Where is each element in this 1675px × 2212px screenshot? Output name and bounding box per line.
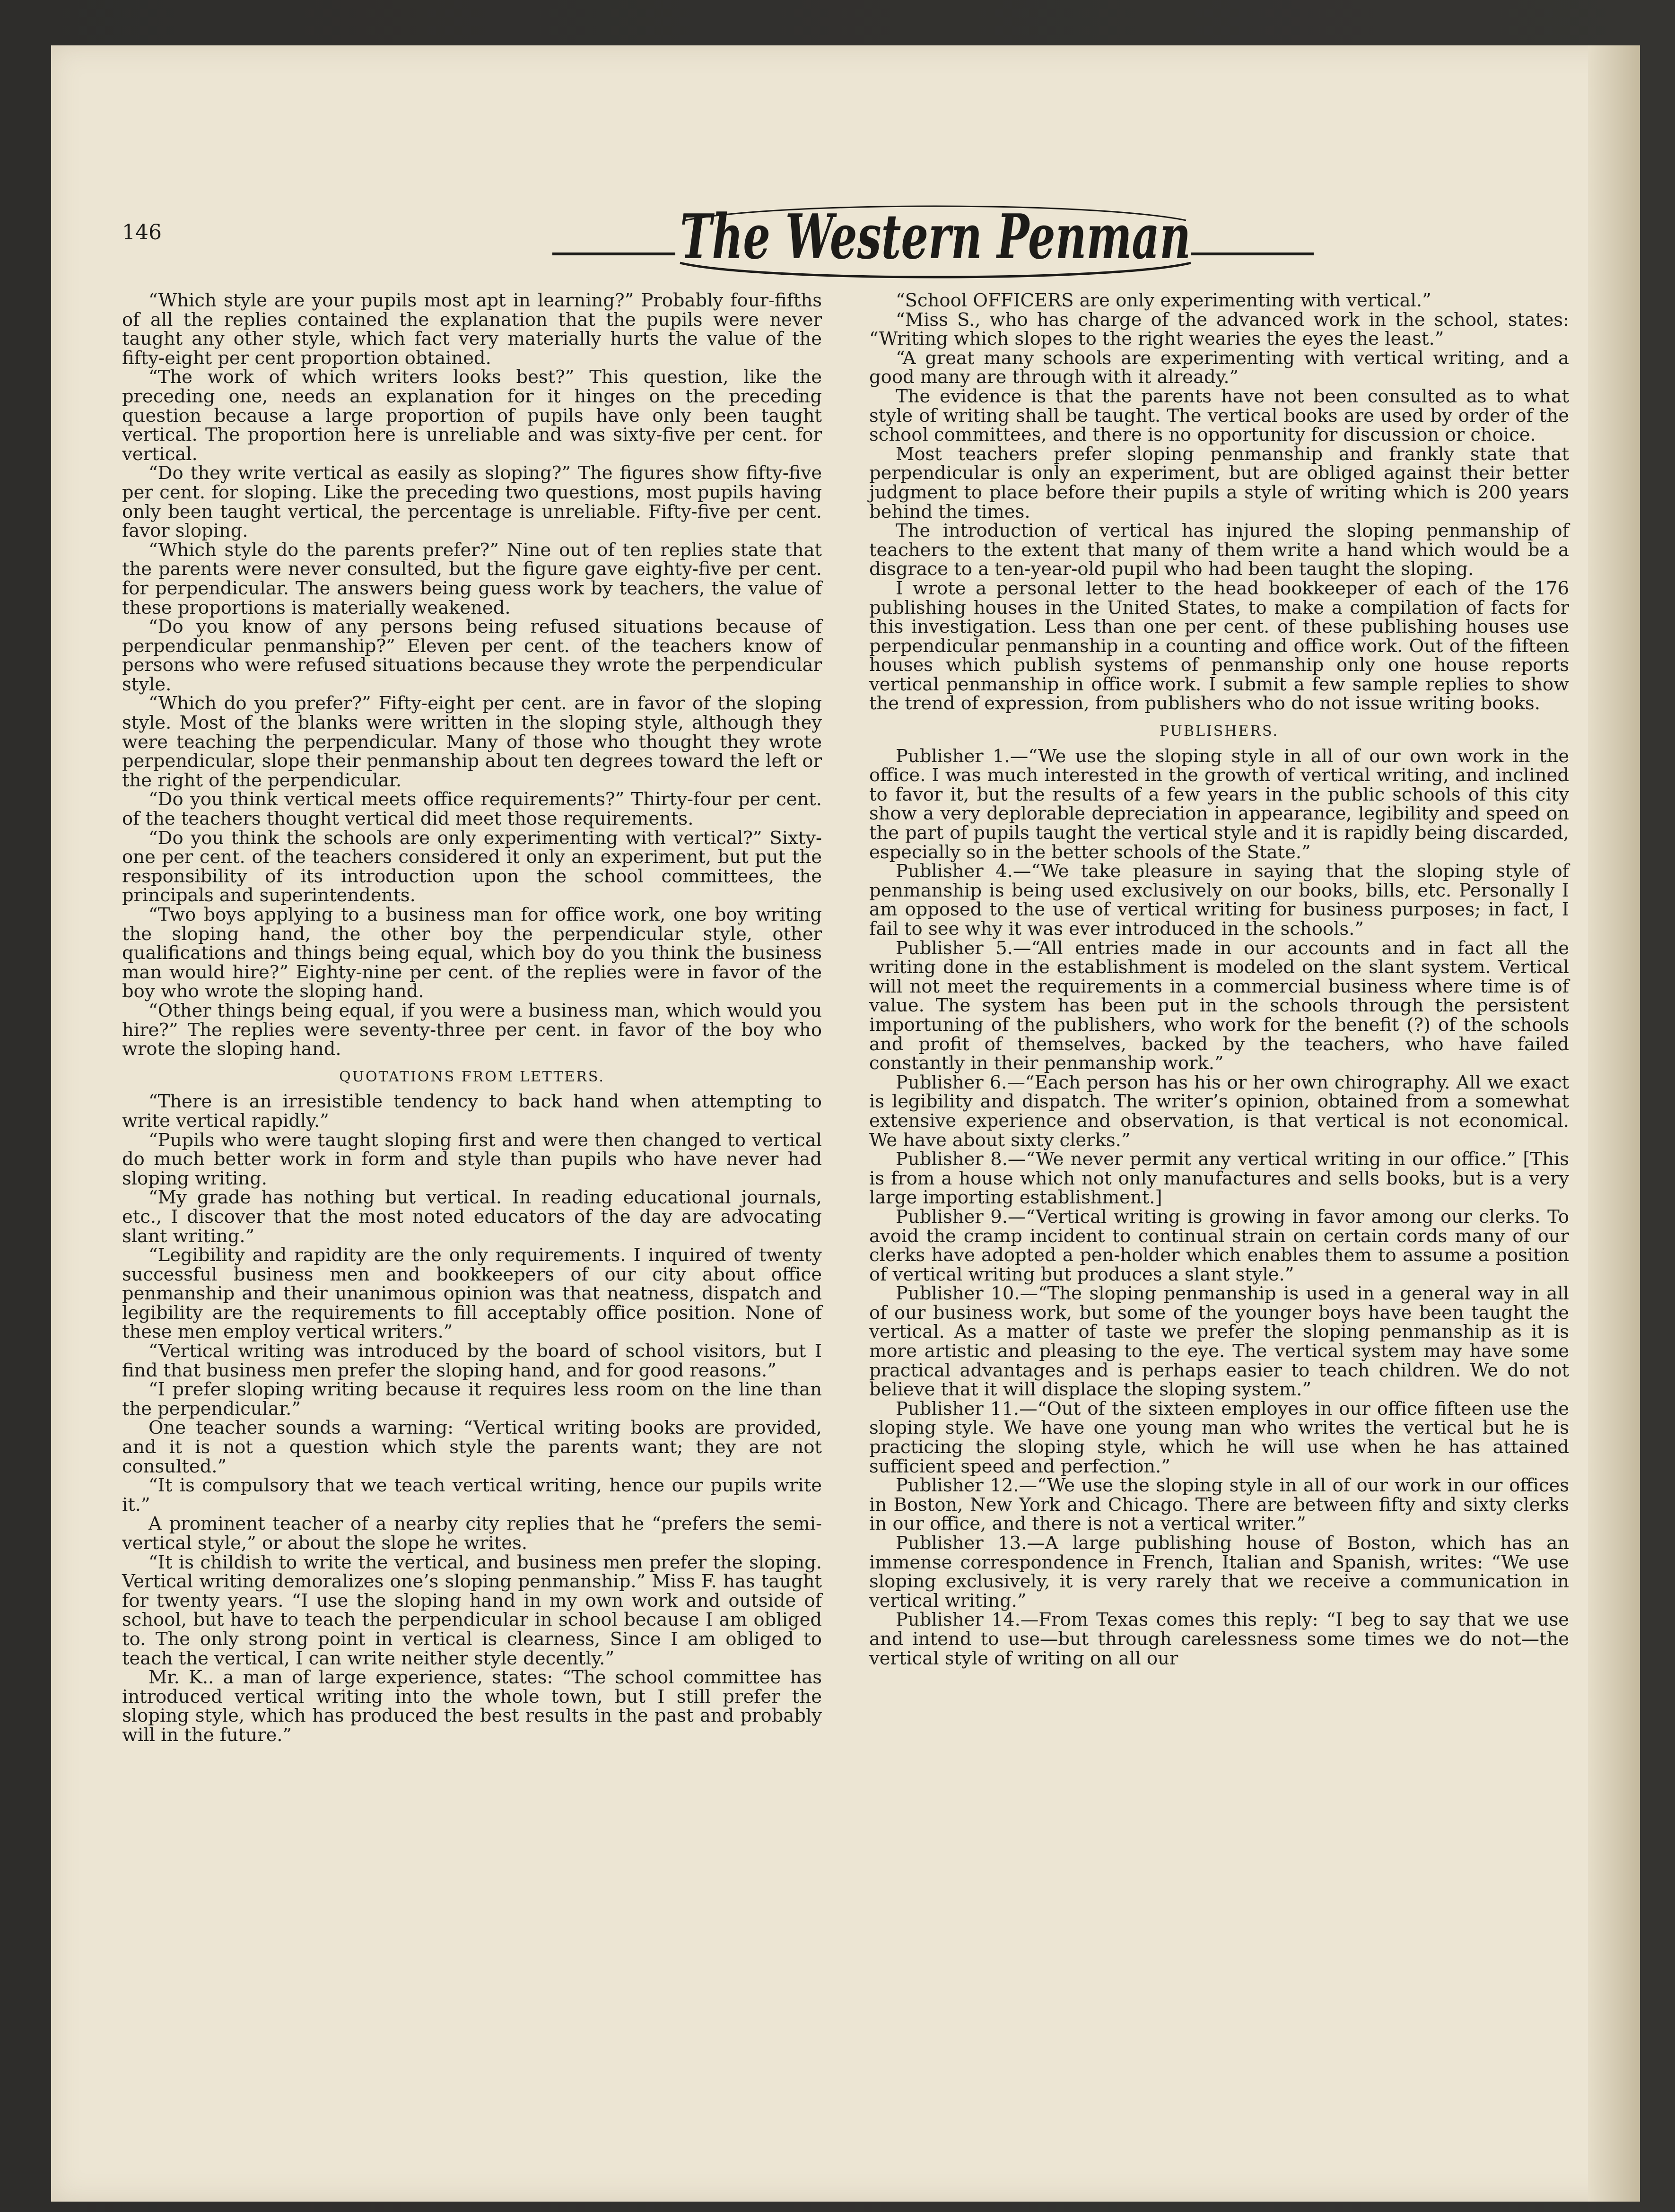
quotation: One teacher sounds a warning: “Vertical writing books are provided, and it is not a question which style the parents want; they are not consulted.” (122, 1417, 822, 1477)
paragraph: “Do you know of any persons being refused situations because of perpendicular penmanship?” Eleven per cent. of the teachers know of persons who were refused situations because they wrote the perpendicular style. (122, 616, 822, 695)
masthead-rule-right (1191, 253, 1314, 255)
paragraph: “Do they write vertical as easily as sloping?” The figures show fifty-five per cent. for sloping. Like the preceding two questions, most pupils having only been taught vertical, the percentage is unreliable. Fifty-five per cent. favor sloping. (122, 462, 822, 542)
quotation: “There is an irresistible tendency to back hand when attempting to write vertical rapidly.” (122, 1091, 822, 1132)
quotation: “It is childish to write the vertical, and business men prefer the sloping. Vertical writing demoralizes one’s sloping penmanship.” Miss F. has taught for twenty years. “I use the sloping hand in my own work and outside of school, but have to teach the perpendicular in school because I am obliged to. The only strong point in vertical is clearness, Since I am obliged to teach the vertical, I can write neither style decently.” (122, 1551, 822, 1669)
paragraph: “Do you think vertical meets office requirements?” Thirty-four per cent. of the teachers thought vertical did meet those requirements. (122, 789, 822, 830)
right-column (869, 291, 1569, 1668)
paragraph: “School OFFICERS are only experimenting with vertical.” (896, 290, 1431, 311)
publisher-reply: Publisher 5.—“All entries made in our accounts and in fact all the writing done in the establishment is modeled on the slant system. Vertical will not meet the requirements in a commercial business where time is of value. The system has been put in the schools through the persistent importuning of the publishers, who work for the benefit (?) of the schools and profit of themselves, backed by the teachers, who have failed constantly in their penmanship work.” (869, 937, 1569, 1074)
paragraph: Most teachers prefer sloping penmanship and frankly state that perpendicular is only an experiment, but are obliged against their better judgment to place before their pupils a style of writing which is 200 years behind the times. (869, 443, 1569, 523)
quotation: “Pupils who were taught sloping first and were then changed to vertical do much better work in form and style than pupils who have never had sloping writing. (122, 1129, 822, 1189)
publisher-reply: Publisher 12.—“We use the sloping style in all of our work in our offices in Boston, New York and Chicago. There are between fifty and sixty clerks in our office, and there is not a vertical writer.” (869, 1475, 1569, 1535)
publisher-reply: Publisher 9.—“Vertical writing is growing in favor among our clerks. To avoid the cramp incident to continual strain on certain cords many of our clerks have adopted a pen-holder which enables them to assume a position of vertical writing but produces a slant style.” (869, 1206, 1569, 1285)
paragraph: I wrote a personal letter to the head bookkeeper of each of the 176 publishing houses in the United States, to make a compilation of facts for this investigation. Less than one per cent. of these publishing houses use perpendicular penmanship in a counting and office work. Out of the fifteen houses which publish systems of penmanship only one house reports vertical penmanship in office work. I submit a few sample replies to show the trend of expression, from publishers who do not issue writing books. (869, 577, 1569, 714)
quotation: A prominent teacher of a nearby city replies that he “prefers the semi-vertical style,” or about the slope he writes. (122, 1513, 822, 1554)
paragraph: “Which do you prefer?” Fifty-eight per cent. are in favor of the sloping style. Most of the blanks were written in the sloping style, although they were teaching the perpendicular. Many of those who thought they wrote perpendicular, slope their penmanship about ten degrees toward the left or the right of the perpendicular. (122, 693, 822, 791)
paragraph: “Miss S., who has charge of the advanced work in the school, states: “Writing which slopes to the right wearies the eyes the least.” (869, 309, 1569, 350)
paragraph: “Do you think the schools are only experimenting with vertical?” Sixty-one per cent. of the teachers considered it only an experiment, but put the responsibility of its introduction upon the school committees, the principals and superintendents. (122, 827, 822, 906)
page-number: 146 (122, 220, 162, 244)
quotation: “Vertical writing was introduced by the board of school visitors, but I find that business men prefer the sloping hand, and for good reasons.” (122, 1341, 822, 1381)
quotation: “My grade has nothing but vertical. In reading educational journals, etc., I discover that the most noted educators of the day are advocating slant writing.” (122, 1187, 822, 1247)
paragraph: “Two boys applying to a business man for office work, one boy writing the sloping hand, the other boy the perpendicular style, other qualifications and things being equal, which boy do you think the business man would hire?” Eighty-nine per cent. of the replies were in favor of the boy who wrote the sloping hand. (122, 904, 822, 1002)
quotation: Mr. K.. a man of large experience, states: “The school committee has introduced vertical writing into the whole town, but I still prefer the sloping style, which has produced the best results in the past and probably will in the future.” (122, 1667, 822, 1746)
svg-text:The Western Penman: The Western Penman (680, 200, 1191, 273)
left-column (122, 291, 822, 1745)
paragraph: “A great many schools are experimenting with vertical writing, and a good many are through with it already.” (869, 347, 1569, 388)
paragraph: “Other things being equal, if you were a business man, which would you hire?” The replies were seventy-three per cent. in favor of the boy who wrote the sloping hand. (122, 1000, 822, 1060)
publisher-reply: Publisher 13.—A large publishing house of Boston, which has an immense correspondence in French, Italian and Spanish, writes: “We use sloping exclusively, it is very rarely that we receive a communication in vertical writing.” (869, 1533, 1569, 1611)
masthead-rule-left (552, 253, 675, 255)
masthead-logo-icon (666, 192, 1205, 287)
publisher-reply: Publisher 10.—“The sloping penmanship is used in a general way in all of our business work, but some of the younger boys have been taught the vertical. As a matter of taste we prefer the sloping penmanship as it is more artistic and pleasing to the eye. The vertical system may have some practical advantages and is perhaps easier to teach children. We do not believe that it will displace the sloping system.” (869, 1283, 1569, 1401)
publisher-reply: Publisher 6.—“Each person has his or her own chirography. All we exact is legibility and dispatch. The writer’s opinion, obtained from a somewhat extensive experience and observation, is that vertical is not economical. We have about sixty clerks.” (869, 1071, 1569, 1151)
publisher-reply: Publisher 14.—From Texas comes this reply: “I beg to say that we use and intend to use—but through carelessness some times we do not—the vertical style of writing on all our (869, 1609, 1569, 1669)
paragraph: “The work of which writers looks best?” This question, like the preceding one, needs an explanation for it hinges on the preceding question because a large proportion of pupils have only been taught vertical. The proportion here is unreliable and was sixty-five per cent. for vertical. (122, 366, 822, 465)
section-heading-publishers: PUBLISHERS. (1160, 723, 1279, 740)
publisher-reply: Publisher 4.—“We take pleasure in saying that the sloping style of penmanship is being used exclusively on our books, bills, etc. Personally I am opposed to the use of vertical writing for business purposes; in fact, I fail to see why it was ever introduced in the schools.” (869, 861, 1569, 940)
publisher-reply: Publisher 11.—“Out of the sixteen employes in our office fifteen use the sloping style. We have one young man who writes the vertical but he is practicing the sloping style, which he will use when he has attained sufficient speed and perfection.” (869, 1398, 1569, 1477)
paragraph: “Which style do the parents prefer?” Nine out of ten replies state that the parents were never consulted, but the figure gave eighty-five per cent. for perpendicular. The answers being guess work by teachers, the value of these proportions is materially weakened. (122, 539, 822, 618)
quotation: “Legibility and rapidity are the only requirements. I inquired of twenty successful business men and bookkeepers of our city about office penmanship and their unanimous opinion was that neatness, dispatch and legibility are the requirements to fill acceptably office position. None of these men employ vertical writers.” (122, 1245, 822, 1343)
quotation: “I prefer sloping writing because it requires less room on the line than the perpendicular.” (122, 1379, 822, 1420)
page-header (122, 173, 1541, 282)
paragraph: “Which style are your pupils most apt in learning?” Probably four-fifths of all the replies contained the explanation that the pupils were never taught any other style, which fact very materially hurts the value of the fifty-eight per cent proportion obtained. (122, 290, 822, 369)
publisher-reply: Publisher 1.—“We use the sloping style in all of our own work in the office. I was much interested in the growth of vertical writing, and inclined to favor it, but the results of a few years in the public schools of this city show a very deplorable depreciation in appearance, legibility and speed on the part of pupils taught the vertical style and it is rapidly being discarded, especially so in the better schools of the State.” (869, 745, 1569, 863)
page-edge-shadow (1588, 45, 1640, 2202)
quotation: “It is compulsory that we teach vertical writing, hence our pupils write it.” (122, 1475, 822, 1515)
paragraph: The evidence is that the parents have not been consulted as to what style of writing shall be taught. The vertical books are used by order of the school committees, and there is no opportunity for discussion or choice. (869, 385, 1569, 446)
publisher-reply: Publisher 8.—“We never permit any vertical writing in our office.” [This is from a house which not only manufactures and sells books, but is a very large importing establishment.] (869, 1149, 1569, 1209)
section-heading-quotations: QUOTATIONS FROM LETTERS. (339, 1068, 605, 1085)
paragraph: The introduction of vertical has injured the sloping penmanship of teachers to the extent that many of them write a hand which would be a disgrace to a ten-year-old pupil who had been taught the sloping. (869, 520, 1569, 580)
magazine-page (51, 45, 1640, 2202)
